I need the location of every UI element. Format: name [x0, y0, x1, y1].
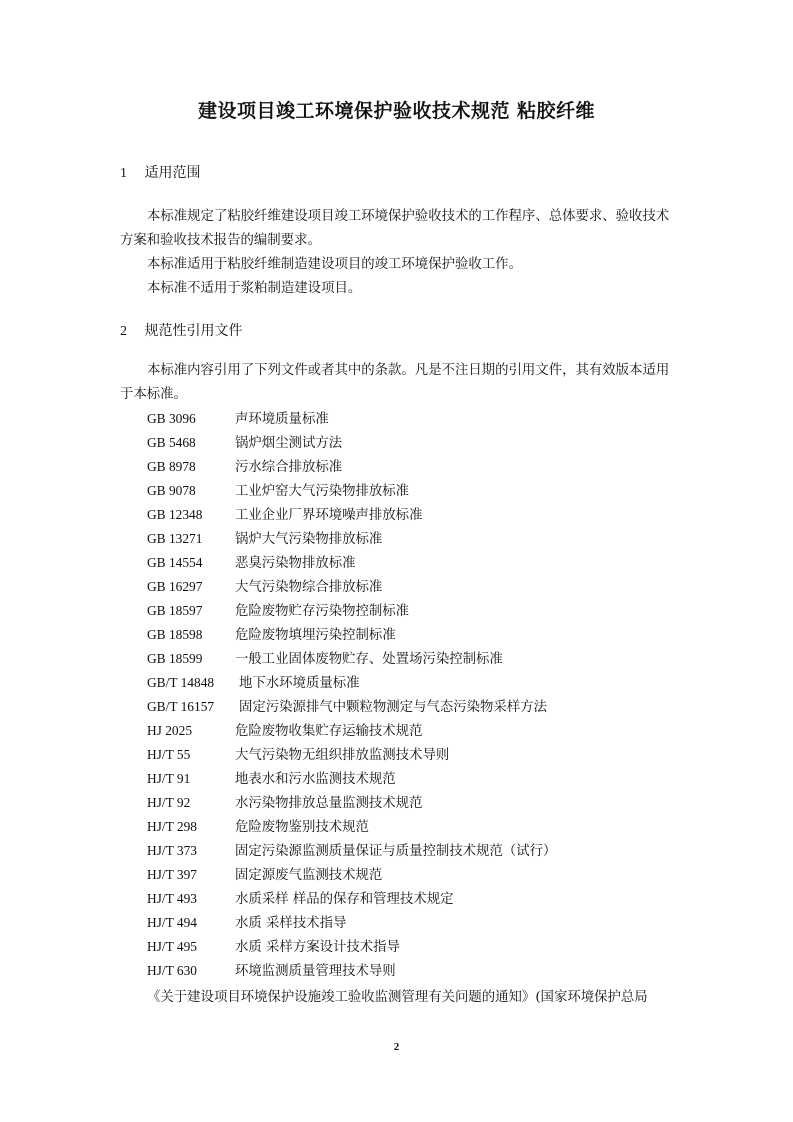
reference-item	[147, 719, 556, 743]
reference-item	[147, 455, 556, 479]
reference-title: 危险废物填埋污染控制标准	[235, 628, 396, 643]
reference-code: HJ/T 630	[147, 963, 197, 978]
reference-title: 固定污染源排气中颗粒物测定与气态污染物采样方法	[239, 700, 547, 715]
reference-item	[147, 623, 556, 647]
reference-title: 危险废物收集贮存运输技术规范	[235, 724, 423, 739]
reference-title: 水污染物排放总量监测技术规范	[235, 796, 423, 811]
reference-list	[147, 407, 556, 983]
section-2-heading	[120, 320, 242, 340]
reference-item	[147, 551, 556, 575]
reference-code: HJ/T 493	[147, 891, 197, 906]
reference-title: 危险废物贮存污染物控制标准	[235, 604, 410, 619]
reference-title: 工业企业厂界环境噪声排放标准	[235, 508, 423, 523]
reference-code: HJ/T 92	[147, 795, 191, 810]
reference-item	[147, 839, 556, 863]
reference-code: HJ/T 397	[147, 867, 197, 882]
reference-item	[147, 599, 556, 623]
reference-title: 工业炉窑大气污染物排放标准	[235, 484, 410, 499]
reference-code: GB 8978	[147, 459, 196, 474]
section-title: 适用范围	[144, 165, 201, 181]
reference-item	[147, 479, 556, 503]
reference-title: 地下水环境质量标准	[239, 676, 360, 691]
paragraph-text: 本标准不适用于浆粕制造建设项目。	[147, 281, 362, 296]
reference-item	[147, 503, 556, 527]
paragraph-text: 本标准内容引用了下列文件或者其中的条款。凡是不注日期的引用文件，其有效版本适用于本标准。	[120, 363, 670, 402]
reference-code: HJ/T 91	[147, 771, 191, 786]
reference-item	[147, 935, 556, 959]
reference-code: GB 18597	[147, 603, 203, 618]
section-2-paragraph-1	[120, 359, 676, 407]
reference-item	[147, 887, 556, 911]
reference-title: 大气污染物综合排放标准	[235, 580, 383, 595]
reference-code: GB 13271	[147, 531, 203, 546]
reference-code: GB 14554	[147, 555, 203, 570]
reference-item	[147, 575, 556, 599]
section-1-paragraph-3	[120, 277, 676, 301]
page-number: 2	[393, 1041, 400, 1053]
document-title: 建设项目竣工环境保护验收技术规范 粘胶纤维	[197, 100, 596, 122]
section-number: 1	[120, 166, 127, 181]
reference-title: 水质 采样技术指导	[235, 916, 347, 931]
reference-code: GB 3096	[147, 411, 196, 426]
reference-code: HJ/T 495	[147, 939, 197, 954]
reference-code: HJ 2025	[147, 723, 193, 738]
reference-code: GB 16297	[147, 579, 203, 594]
reference-item	[147, 407, 556, 431]
reference-code: GB 5468	[147, 435, 196, 450]
section-1-heading	[120, 162, 200, 182]
reference-item	[147, 863, 556, 887]
reference-title: 大气污染物无组织排放监测技术导则	[235, 748, 450, 763]
reference-item	[147, 695, 556, 719]
section-1-paragraph-2	[120, 253, 676, 277]
section-title: 规范性引用文件	[144, 323, 243, 339]
trailing-reference-line: 《关于建设项目环境保护设施竣工验收监测管理有关问题的通知》(国家环境保护总局	[147, 990, 648, 1005]
reference-item	[147, 911, 556, 935]
reference-title: 水质 采样方案设计技术指导	[235, 940, 400, 955]
reference-item	[147, 815, 556, 839]
paragraph-text: 本标准适用于粘胶纤维制造建设项目的竣工环境保护验收工作。	[147, 257, 522, 272]
reference-code: GB 12348	[147, 507, 203, 522]
reference-item	[147, 671, 556, 695]
reference-code: GB/T 14848	[147, 675, 215, 690]
reference-title: 一般工业固体废物贮存、处置场污染控制标准	[235, 652, 503, 667]
reference-code: HJ/T 298	[147, 819, 197, 834]
reference-item	[147, 743, 556, 767]
reference-code: GB/T 16157	[147, 699, 215, 714]
reference-code: HJ/T 55	[147, 747, 191, 762]
reference-title: 固定污染源监测质量保证与质量控制技术规范（试行）	[235, 844, 557, 859]
reference-item	[147, 767, 556, 791]
reference-item	[147, 431, 556, 455]
reference-title: 地表水和污水监测技术规范	[235, 772, 396, 787]
reference-item	[147, 959, 556, 983]
reference-title: 锅炉烟尘测试方法	[235, 436, 343, 451]
reference-title: 危险废物鉴别技术规范	[235, 820, 369, 835]
reference-title: 污水综合排放标准	[235, 460, 343, 475]
paragraph-text: 本标准规定了粘胶纤维建设项目竣工环境保护验收技术的工作程序、总体要求、验收技术方案和验收技术报告的编制要求。	[120, 209, 670, 248]
reference-code: GB 18598	[147, 627, 203, 642]
reference-code: HJ/T 494	[147, 915, 197, 930]
reference-title: 锅炉大气污染物排放标准	[235, 532, 383, 547]
reference-item	[147, 527, 556, 551]
reference-item	[147, 647, 556, 671]
reference-code: GB 18599	[147, 651, 203, 666]
reference-code: HJ/T 373	[147, 843, 197, 858]
reference-title: 恶臭污染物排放标准	[235, 556, 356, 571]
section-number: 2	[120, 324, 127, 339]
reference-item	[147, 791, 556, 815]
reference-title: 声环境质量标准	[235, 412, 329, 427]
reference-title: 水质采样 样品的保存和管理技术规定	[235, 892, 454, 907]
reference-code: GB 9078	[147, 483, 196, 498]
reference-title: 环境监测质量管理技术导则	[235, 964, 396, 979]
section-1-paragraph-1	[120, 205, 676, 253]
reference-title: 固定源废气监测技术规范	[235, 868, 383, 883]
